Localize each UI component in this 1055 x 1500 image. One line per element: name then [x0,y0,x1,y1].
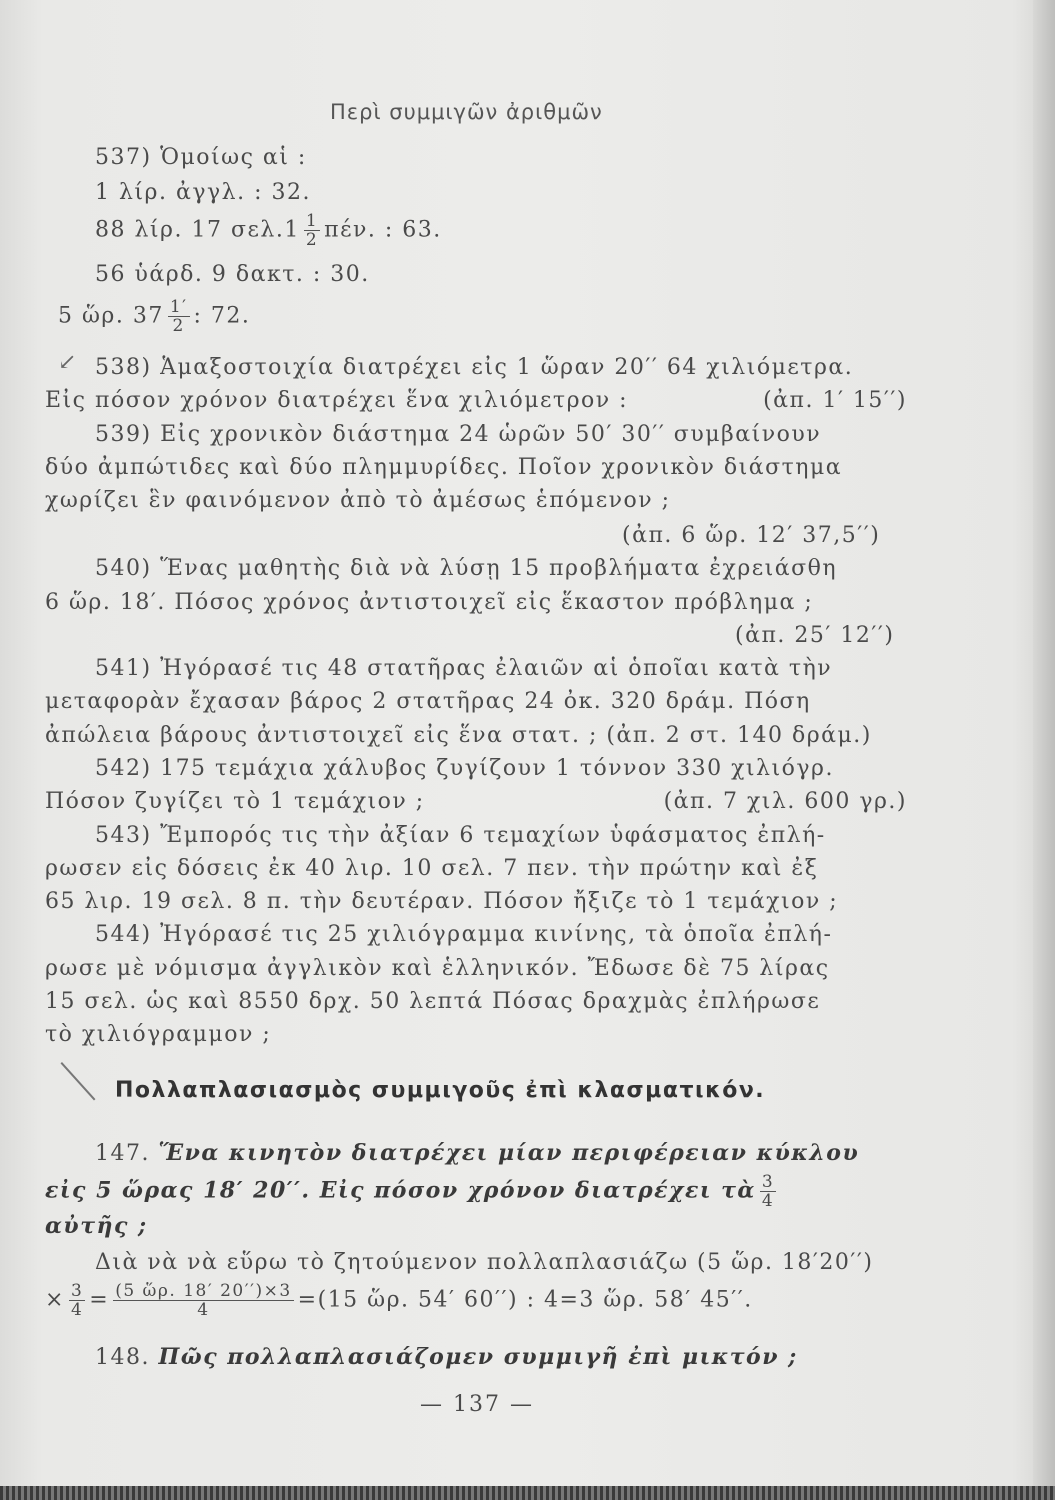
ex540-line1: 540) Ἕνας μαθητὴς διὰ νὰ λύσῃ 15 προβλήματα ἐχρειάσθη [95,556,838,581]
ex540-answer: (ἀπ. 25′ 12′′) [735,623,895,648]
ex541-line3: ἀπώλεια βάρους ἀντιστοιχεῖ εἰς ἕνα στατ. ; (ἀπ. 2 στ. 140 δράμ.) [45,723,872,748]
ex544-line3: 15 σελ. ὡς καὶ 8550 δρχ. 50 λεπτά Πόσας δραχμὰς ἐπλήρωσε [45,989,821,1014]
ex147-line2: εἰς 5 ὥρας 18′ 20′′. Εἰς πόσον χρόνον διατρέχει τὰ $\frac{3}{4}$ [45,1172,775,1211]
running-header: Περὶ συμμιγῶν ἀριθμῶν [330,100,603,124]
ex541-line2: μεταφορὰν ἔχασαν βάρος 2 στατῆρας 24 ὀκ. 320 δράμ. Πόση [45,689,811,714]
ex147-solution-line2: × $\frac{3}{4}$ = $\frac{\text{(5 ὥρ. 18′ 20′′)×3}}{4}$ =(15 ὥρ. 54′ 60′′) : 4=3 ὥρ. 58′ 45′′. [45,1281,753,1320]
ex541-line1: 541) Ἠγόρασέ τις 48 στατῆρας ἐλαιῶν αἱ ὁποῖαι κατὰ τὴν [95,656,833,681]
fraction: $\frac{1}{2}$ [305,211,319,250]
ex537-line4: 56 ὑάρδ. 9 δακτ. : 30. [95,262,370,287]
ex544-line4: τὸ χιλιόγραμμον ; [45,1022,272,1047]
fraction: $\frac{\text{(5 ὥρ. 18′ 20′′)×3}}{4}$ [115,1281,292,1320]
ex544-line1: 544) Ἠγόρασέ τις 25 χιλιόγραμμα κινίνης, τὰ ὁποῖα ἐπλή- [95,922,833,947]
margin-arrow-mark: ↙ [58,350,77,375]
ex543-line1: 543) Ἔμπορός τις τὴν ἀξίαν 6 τεμαχίων ὑφάσματος ἐπλή- [95,823,826,848]
ex147-line1: 147. Ἕνα κινητὸν διατρέχει μίαν περιφέρειαν κύκλου [95,1140,860,1166]
ex537-line1: 537) Ὁμοίως αἱ : [95,145,307,170]
fraction: $\frac{3}{4}$ [761,1172,775,1211]
ex148-line: 148. Πῶς πολλαπλασιάζομεν συμμιγῆ ἐπὶ μικτόν ; [95,1344,798,1370]
ex537-line5: 5 ὥρ. 37 $\frac{1'}{2}$ : 72. [58,297,251,336]
ex539-line2: δύο ἀμπώτιδες καὶ δύο πλημμυρίδες. Ποῖον χρονικὸν διάστημα [45,455,843,480]
ex538-line1: 538) Ἁμαξοστοιχία διατρέχει εἰς 1 ὥραν 20′′ 64 χιλιόμετρα. [95,355,854,380]
ex543-line2: ρωσεν εἰς δόσεις ἐκ 40 λιρ. 10 σελ. 7 πεν. τὴν πρώτην καὶ ἐξ [45,856,819,881]
ex537-line3: 88 λίρ. 17 σελ.1 $\frac{1}{2}$ πέν. : 63. [95,211,442,250]
margin-pen-mark [61,1062,96,1100]
fraction: $\frac{1'}{2}$ [169,297,188,336]
fraction: $\frac{3}{4}$ [70,1281,84,1320]
ex542-line1: 542) 175 τεμάχια χάλυβος ζυγίζουν 1 τόννον 330 χιλιόγρ. [95,756,834,781]
page-edge [1033,0,1055,1500]
ex537-line2: 1 λίρ. ἀγγλ. : 32. [95,180,311,205]
ex542-line2: Πόσον ζυγίζει τὸ 1 τεμάχιον ; (ἀπ. 7 χιλ. 600 γρ.) [45,789,907,814]
page-bottom-edge [0,1486,1055,1500]
ex539-line3: χωρίζει ἓν φαινόμενον ἀπὸ τὸ ἀμέσως ἑπόμενον ; [45,488,671,513]
ex544-line2: ρωσε μὲ νόμισμα ἀγγλικὸν καὶ ἑλληνικόν. Ἔδωσε δὲ 75 λίρας [45,956,830,981]
ex538-line2: Εἰς πόσον χρόνον διατρέχει ἕνα χιλιόμετρον : (ἀπ. 1′ 15′′) [45,388,907,413]
page-number: — 137 — [420,1392,534,1417]
ex147-line3: αὐτῆς ; [45,1213,148,1239]
ex539-line1: 539) Εἰς χρονικὸν διάστημα 24 ὡρῶν 50′ 30′′ συμβαίνουν [95,422,822,447]
section-heading: Πολλαπλασιασμὸς συμμιγοῦς ἐπὶ κλασματικόν. [115,1078,766,1103]
ex543-line3: 65 λιρ. 19 σελ. 8 π. τὴν δευτέραν. Πόσον ἤξιζε τὸ 1 τεμάχιον ; [45,889,839,914]
ex539-answer: (ἀπ. 6 ὥρ. 12′ 37,5′′) [622,523,881,548]
ex540-line2: 6 ὥρ. 18′. Πόσος χρόνος ἀντιστοιχεῖ εἰς ἕκαστον πρόβλημα ; [45,590,814,615]
ex147-solution-line1: Διὰ νὰ νὰ εὕρω τὸ ζητούμενον πολλαπλασιάζω (5 ὥρ. 18′20′′) [95,1250,874,1275]
